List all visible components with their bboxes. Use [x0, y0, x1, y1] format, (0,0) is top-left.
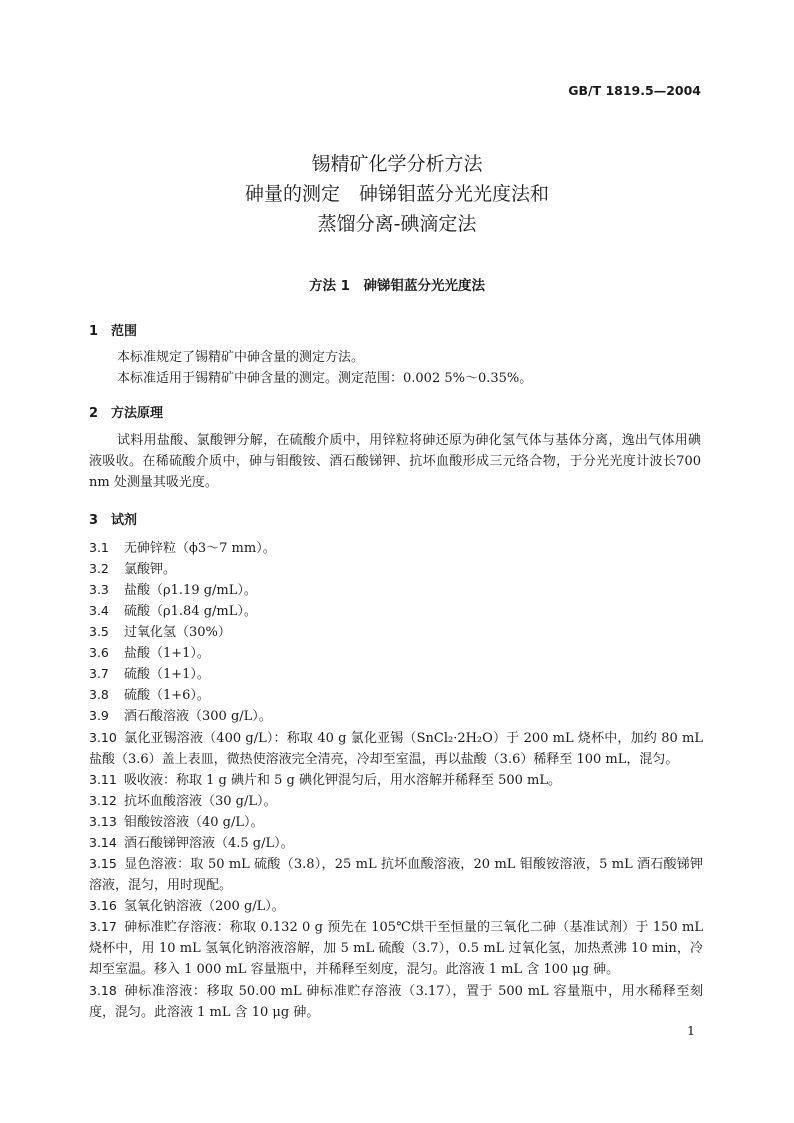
reagent-text: 硫酸（ρ1.84 g/mL）。	[124, 604, 257, 619]
reagent-item	[89, 600, 703, 622]
reagent-item	[89, 579, 703, 601]
reagent-number: 3.6	[89, 645, 109, 660]
reagent-item	[89, 980, 703, 1023]
reagent-number: 3.15	[89, 856, 117, 871]
reagent-item	[89, 832, 703, 854]
reagent-number: 3.13	[89, 814, 117, 829]
reagent-text: 抗坏血酸溶液（30 g/L）。	[124, 794, 277, 809]
reagent-text: 过氧化氢（30%）	[124, 625, 231, 640]
reagent-number: 3.11	[89, 772, 117, 787]
reagent-item	[89, 769, 703, 791]
standard-code: GB/T 1819.5—2004	[568, 83, 701, 98]
reagent-text: 无砷锌粒（ϕ3～7 mm）。	[124, 541, 276, 556]
document-title-line-1: 锡精矿化学分析方法	[311, 153, 483, 175]
reagent-text: 氯酸钾。	[124, 562, 177, 577]
reagent-item	[89, 727, 703, 770]
reagent-number: 3.9	[89, 708, 109, 723]
document-title-line-3: 蒸馏分离-碘滴定法	[317, 213, 477, 235]
document-title-line-2: 砷量的测定 砷锑钼蓝分光光度法和	[244, 183, 549, 205]
section-number: 2	[89, 406, 99, 421]
reagent-item	[89, 811, 703, 833]
section-heading-scope	[89, 320, 137, 339]
scope-paragraph-1: 本标准规定了锡精矿中砷含量的测定方法。	[117, 350, 365, 365]
section-title: 试剂	[111, 513, 138, 528]
reagent-text: 砷标准贮存溶液：称取 0.132 0 g 预先在 105℃烘干至恒量的三氧化二砷（基准试剂）于 150 mL 烧杯中，用 10 mL 氢氧化钠溶液溶解，加 5 mL 硫酸（3.7），0.5 mL 过氧化氢，加热煮沸 10 min，冷却至室温。移入 1 000 mL 容量瓶中，并稀释至刻度，混匀。此溶液 1 mL 含 100 μg 砷。	[89, 920, 703, 977]
principle-paragraph: 试料用盐酸、氯酸钾分解，在硫酸介质中，用锌粒将砷还原为砷化氢气体与基体分离，逸出气体用碘液吸收。在稀硫酸介质中，砷与钼酸铵、酒石酸锑钾、抗坏血酸形成三元络合物，于分光光度计波长700 nm 处测量其吸光度。	[89, 433, 701, 490]
reagent-item	[89, 621, 703, 643]
reagent-number: 3.14	[89, 835, 117, 850]
section-heading-principle	[89, 402, 163, 421]
reagent-number: 3.17	[89, 919, 117, 934]
reagent-text: 钼酸铵溶液（40 g/L）。	[124, 815, 264, 830]
reagent-item	[89, 642, 703, 664]
reagent-text: 硫酸（1+6）。	[124, 688, 210, 703]
section-number: 3	[89, 513, 99, 528]
reagent-item	[89, 853, 703, 896]
section-title: 方法原理	[111, 406, 164, 421]
reagent-number: 3.5	[89, 624, 109, 639]
reagent-item	[89, 895, 703, 917]
reagent-item	[89, 558, 703, 580]
reagent-number: 3.10	[89, 730, 117, 745]
reagent-text: 盐酸（ρ1.19 g/mL）。	[124, 583, 257, 598]
reagent-text: 盐酸（1+1）。	[124, 646, 210, 661]
scope-paragraph-2: 本标准适用于锡精矿中砷含量的测定。测定范围：0.002 5%～0.35%。	[117, 371, 533, 386]
reagent-number: 3.7	[89, 666, 109, 681]
section-heading-reagents	[89, 509, 137, 528]
reagent-number: 3.16	[89, 898, 117, 913]
reagent-text: 砷标准溶液：移取 50.00 mL 砷标准贮存溶液（3.17），置于 500 mL 容量瓶中，用水稀释至刻度，混匀。此溶液 1 mL 含 10 μg 砷。	[89, 984, 703, 1020]
reagent-text: 硫酸（1+1）。	[124, 667, 210, 682]
page-number: 1	[687, 1023, 695, 1038]
section-number: 1	[89, 324, 99, 339]
reagent-number: 3.12	[89, 793, 117, 808]
reagent-number: 3.18	[89, 983, 117, 998]
reagent-item	[89, 916, 703, 980]
reagent-number: 3.4	[89, 603, 109, 618]
reagent-text: 吸收液：称取 1 g 碘片和 5 g 碘化钾混匀后，用水溶解并稀释至 500 mL。	[124, 773, 562, 788]
section-title: 范围	[111, 324, 138, 339]
reagent-text: 氯化亚锡溶液（400 g/L）：称取 40 g 氯化亚锡（SnCl₂·2H₂O）于 200 mL 烧杯中，加约 80 mL 盐酸（3.6）盖上表皿，微热使溶液完全清亮，冷却至室温，再以盐酸（3.6）稀释至 100 mL，混匀。	[89, 731, 703, 767]
reagent-item	[89, 684, 703, 706]
reagent-text: 酒石酸溶液（300 g/L）。	[124, 709, 272, 724]
reagent-text: 氢氧化钠溶液（200 g/L）。	[124, 899, 285, 914]
reagent-number: 3.3	[89, 582, 109, 597]
method-heading: 方法 1 砷锑钼蓝分光光度法	[308, 278, 486, 294]
reagent-item	[89, 790, 703, 812]
reagent-item	[89, 537, 703, 559]
reagent-text: 显色溶液：取 50 mL 硫酸（3.8），25 mL 抗坏血酸溶液，20 mL 钼酸铵溶液，5 mL 酒石酸锑钾溶液，混匀，用时现配。	[89, 857, 703, 893]
reagent-text: 酒石酸锑钾溶液（4.5 g/L）。	[124, 836, 294, 851]
reagent-item	[89, 663, 703, 685]
reagent-number: 3.2	[89, 561, 109, 576]
reagent-number: 3.8	[89, 687, 109, 702]
reagent-item	[89, 705, 703, 727]
reagent-number: 3.1	[89, 540, 109, 555]
